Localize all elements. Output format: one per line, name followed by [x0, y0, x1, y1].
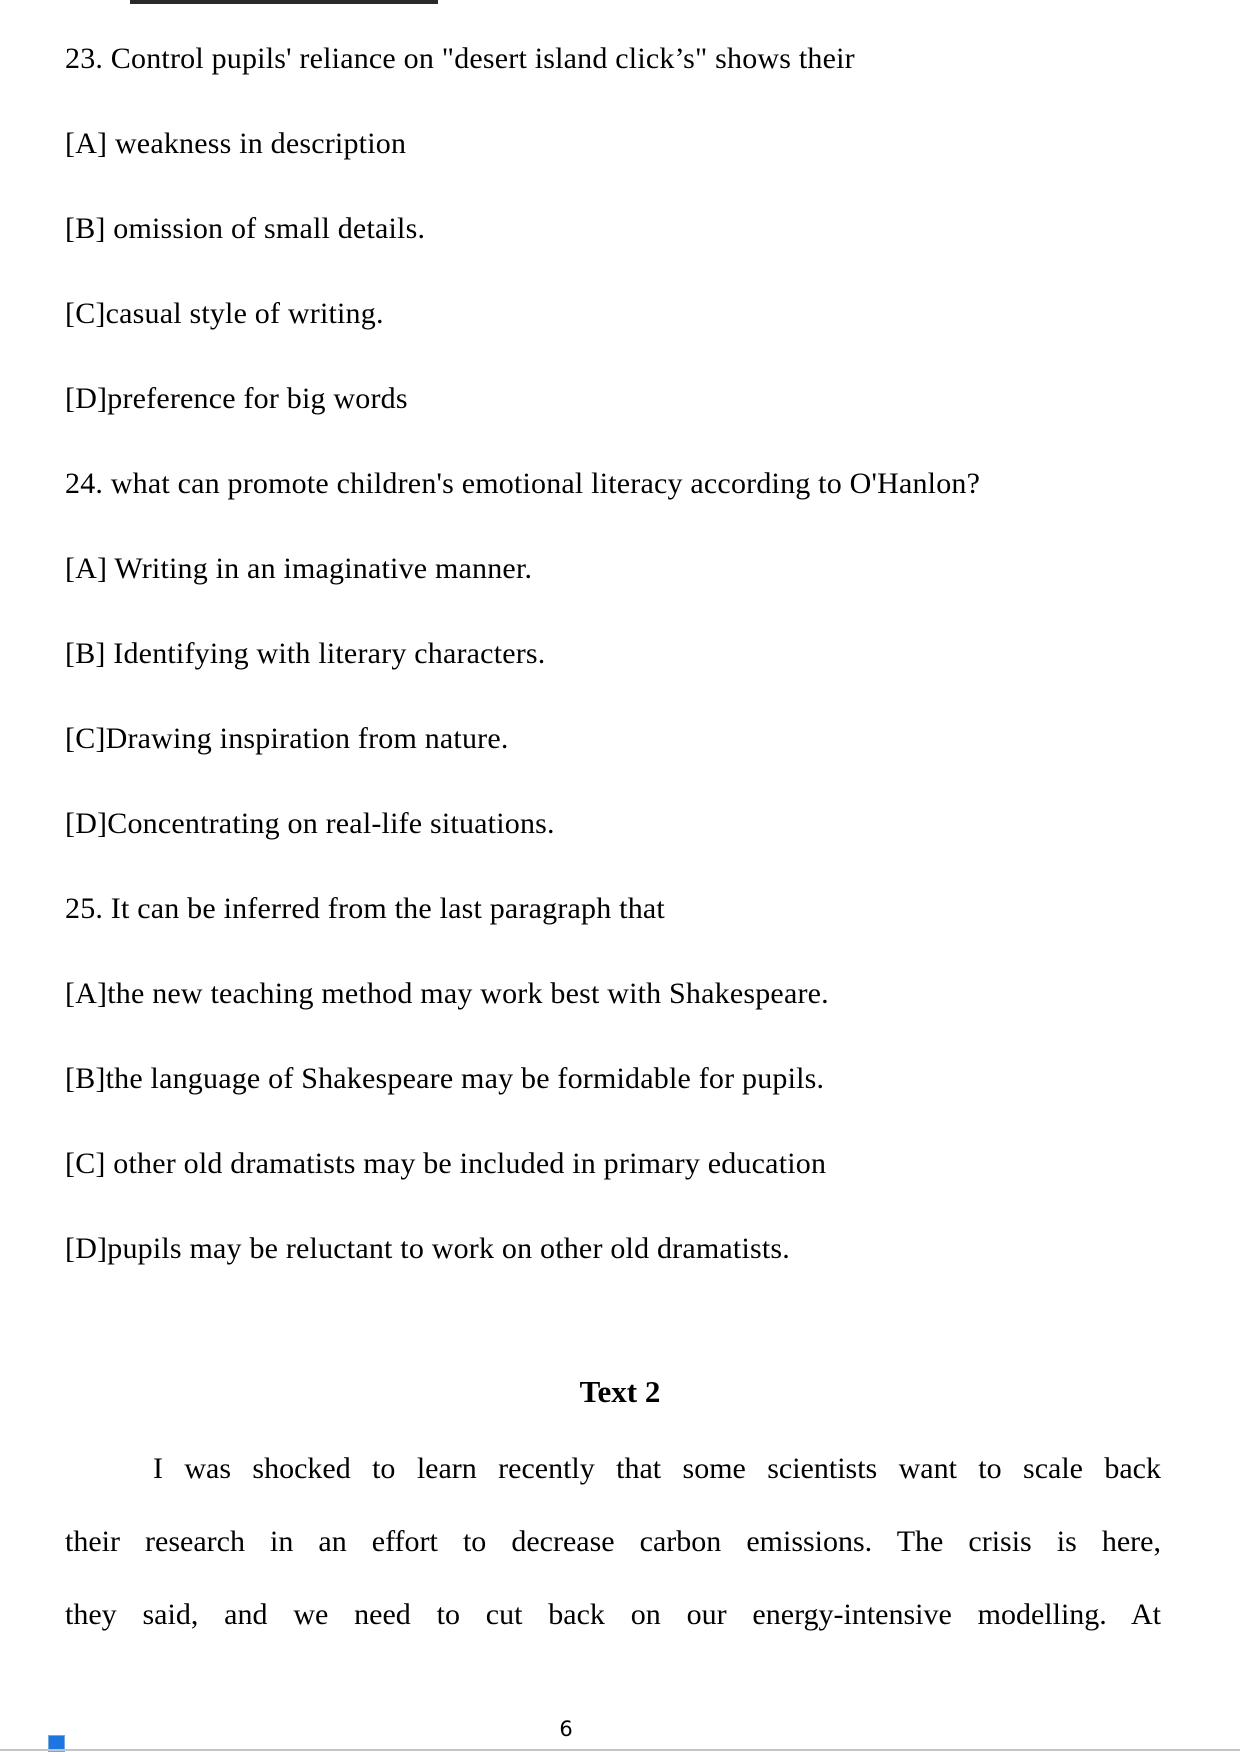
page-number: 6: [559, 1717, 573, 1741]
question-25-option-c: [C] other old dramatists may be included in primary education: [65, 1147, 827, 1180]
previous-line-cutoff-remnant: [130, 0, 438, 4]
text2-paragraph-line-2: their research in an effort to decrease carbon emissions. The crisis is here,: [65, 1525, 1161, 1558]
question-25-option-b: [B]the language of Shakespeare may be formidable for pupils.: [65, 1062, 825, 1095]
question-24-option-c: [C]Drawing inspiration from nature.: [65, 722, 509, 755]
question-25-stem: 25. It can be inferred from the last paragraph that: [65, 892, 665, 925]
question-24-stem: 24. what can promote children's emotional literacy according to O'Hanlon?: [65, 467, 981, 500]
question-23-option-b: [B] omission of small details.: [65, 212, 426, 245]
question-25-option-d: [D]pupils may be reluctant to work on other old dramatists.: [65, 1232, 790, 1265]
text2-paragraph-line-3: they said, and we need to cut back on our energy-intensive modelling. At: [65, 1598, 1161, 1631]
question-23-option-c: [C]casual style of writing.: [65, 297, 384, 330]
question-24-option-b: [B] Identifying with literary characters.: [65, 637, 546, 670]
question-23-option-d: [D]preference for big words: [65, 382, 408, 415]
question-23-stem: 23. Control pupils' reliance on "desert island click’s" shows their: [65, 42, 855, 75]
question-25-option-a: [A]the new teaching method may work best with Shakespeare.: [65, 977, 829, 1010]
question-24-option-a: [A] Writing in an imaginative manner.: [65, 552, 533, 585]
question-23-option-a: [A] weakness in description: [65, 127, 407, 160]
question-24-option-d: [D]Concentrating on real-life situations.: [65, 807, 555, 840]
text2-paragraph-line-1: I was shocked to learn recently that some scientists want to scale back: [153, 1452, 1161, 1485]
footer-divider-line: [0, 1749, 1240, 1751]
section-title-text2: Text 2: [579, 1374, 661, 1409]
